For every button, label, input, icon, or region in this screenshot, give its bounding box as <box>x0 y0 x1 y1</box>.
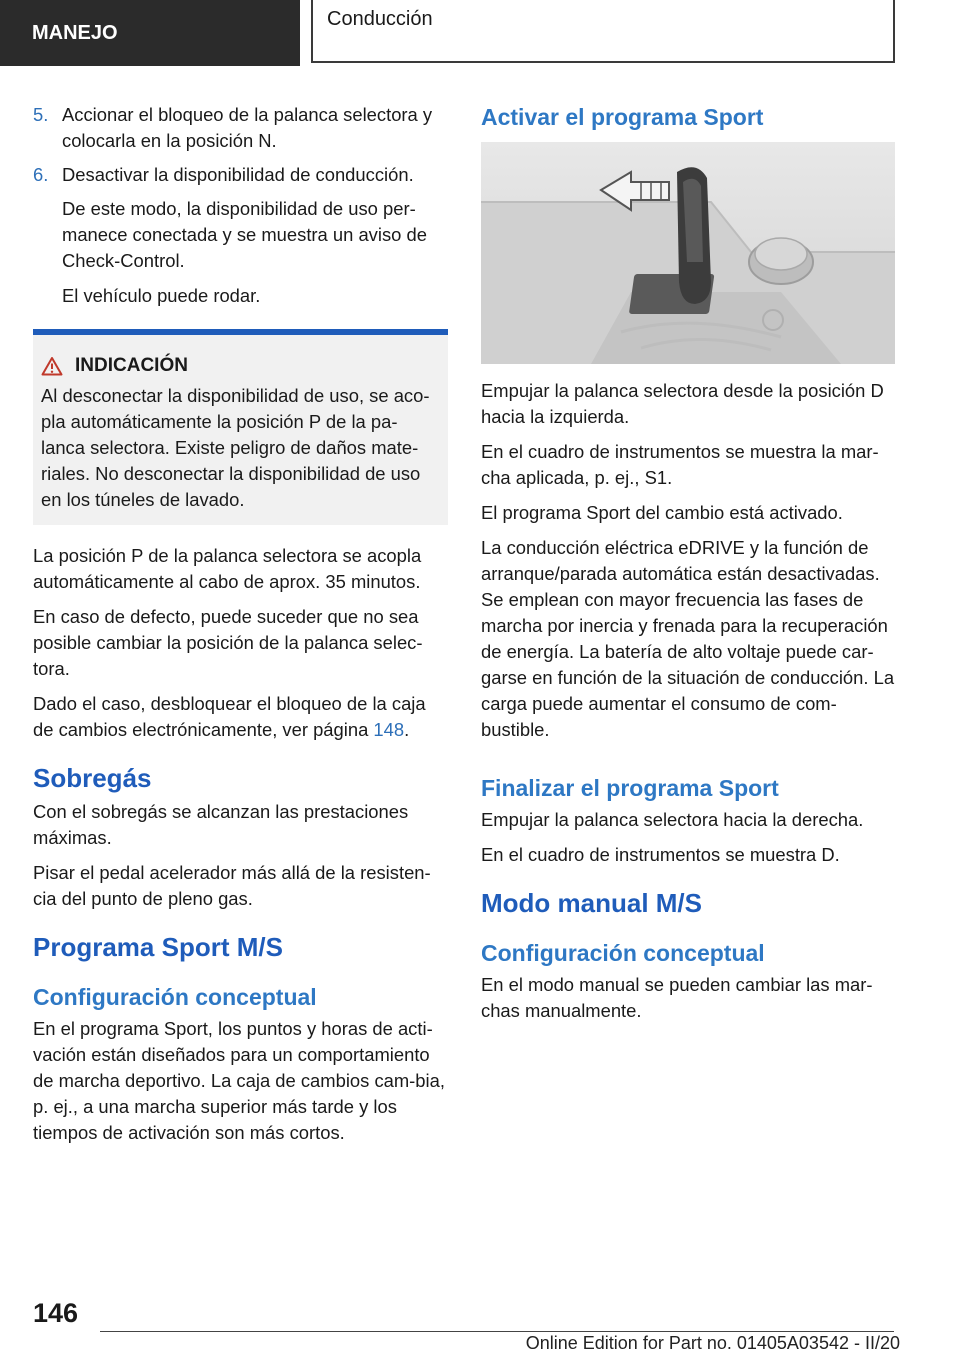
chapter-title: Conducción <box>327 8 433 30</box>
paragraph: Pisar el pedal acelerador más allá de la resisten-cia del punto de pleno gas. <box>33 862 431 909</box>
step-number: 5. <box>33 104 49 125</box>
step-text: Desactivar la disponibilidad de conducción. <box>62 164 414 185</box>
subsection-heading: Configuración conceptual <box>481 940 765 966</box>
paragraph: Empujar la palanca selectora hacia la derecha. <box>481 809 864 830</box>
section-title: MANEJO <box>32 22 118 44</box>
page-number: 146 <box>33 1298 79 1328</box>
step-text: Accionar el bloqueo de la palanca selectora y colocarla en la posición N. <box>62 104 433 151</box>
paragraph: En el cuadro de instrumentos se muestra D. <box>481 844 840 865</box>
paragraph: En el programa Sport, los puntos y horas de acti-vación están diseñados para un comportamiento de marcha deportivo. La caja de cambios cam-bia, p. ej., a una marcha superior más tarde y los tiempos de activación son más cortos. <box>33 1018 445 1143</box>
notice-box <box>33 329 448 525</box>
subsection-heading: Activar el programa Sport <box>481 104 764 130</box>
footer-edition: Online Edition for Part no. 01405A03542 - II/20 <box>525 1333 900 1353</box>
right-column <box>481 102 897 1033</box>
step-number: 6. <box>33 164 49 185</box>
paragraph <box>33 691 448 743</box>
notice-header <box>33 355 448 377</box>
section-tab <box>0 0 300 66</box>
paragraph-text: Dado el caso, desbloquear el bloqueo de la caja de cambios electrónicamente, ver página <box>33 693 426 740</box>
chapter-tab <box>311 0 895 63</box>
section-heading: Sobregás <box>33 763 152 793</box>
paragraph: En el modo manual se pueden cambiar las mar-chas manualmente. <box>481 974 873 1021</box>
subsection-heading: Finalizar el programa Sport <box>481 775 779 801</box>
paragraph: El programa Sport del cambio está activado. <box>481 502 843 523</box>
paragraph: En caso de defecto, puede suceder que no sea posible cambiar la posición de la palanca selec-tora. <box>33 606 423 679</box>
left-column <box>33 102 448 1155</box>
notice-title: INDICACIÓN <box>75 355 188 376</box>
paragraph: Con el sobregás se alcanzan las prestaciones máximas. <box>33 801 409 848</box>
step-item <box>33 102 448 154</box>
gear-selector-illustration <box>481 142 895 364</box>
page-link[interactable]: 148 <box>373 719 405 740</box>
paragraph-suffix: . <box>404 719 410 740</box>
paragraph: La posición P de la palanca selectora se acopla automáticamente al cabo de aprox. 35 minutos. <box>33 545 422 592</box>
paragraph: La conducción eléctrica eDRIVE y la función de arranque/parada automática están desactivadas. Se emplean con mayor frecuencia las fases de marcha por inercia y frenada para la recuperación de energía. La batería de alto voltaje puede car-garse en función de la situación de conducción. La carga puede aumentar el consumo de com-bustible. <box>481 537 895 740</box>
paragraph: Empujar la palanca selectora desde la posición D hacia la izquierda. <box>481 380 884 427</box>
step-item <box>33 162 448 188</box>
step-note: El vehículo puede rodar. <box>62 285 261 306</box>
footer-divider <box>100 1331 894 1332</box>
step-note: De este modo, la disponibilidad de uso per-manece conectada y se muestra un aviso de Check-Control. <box>62 198 427 271</box>
notice-text: Al desconectar la disponibilidad de uso, se aco-pla automáticamente la posición P de la pa-lanca selectora. Existe peligro de daños mate-riales. No desconectar la disponibilidad de uso en los túneles de lavado. <box>41 385 430 510</box>
section-heading: Programa Sport M/S <box>33 932 283 962</box>
subsection-heading: Configuración conceptual <box>33 984 317 1010</box>
paragraph: En el cuadro de instrumentos se muestra la mar-cha aplicada, p. ej., S1. <box>481 441 879 488</box>
gear-selector-drawing <box>481 142 895 364</box>
section-heading: Modo manual M/S <box>481 888 702 918</box>
warning-triangle-icon <box>41 356 63 376</box>
